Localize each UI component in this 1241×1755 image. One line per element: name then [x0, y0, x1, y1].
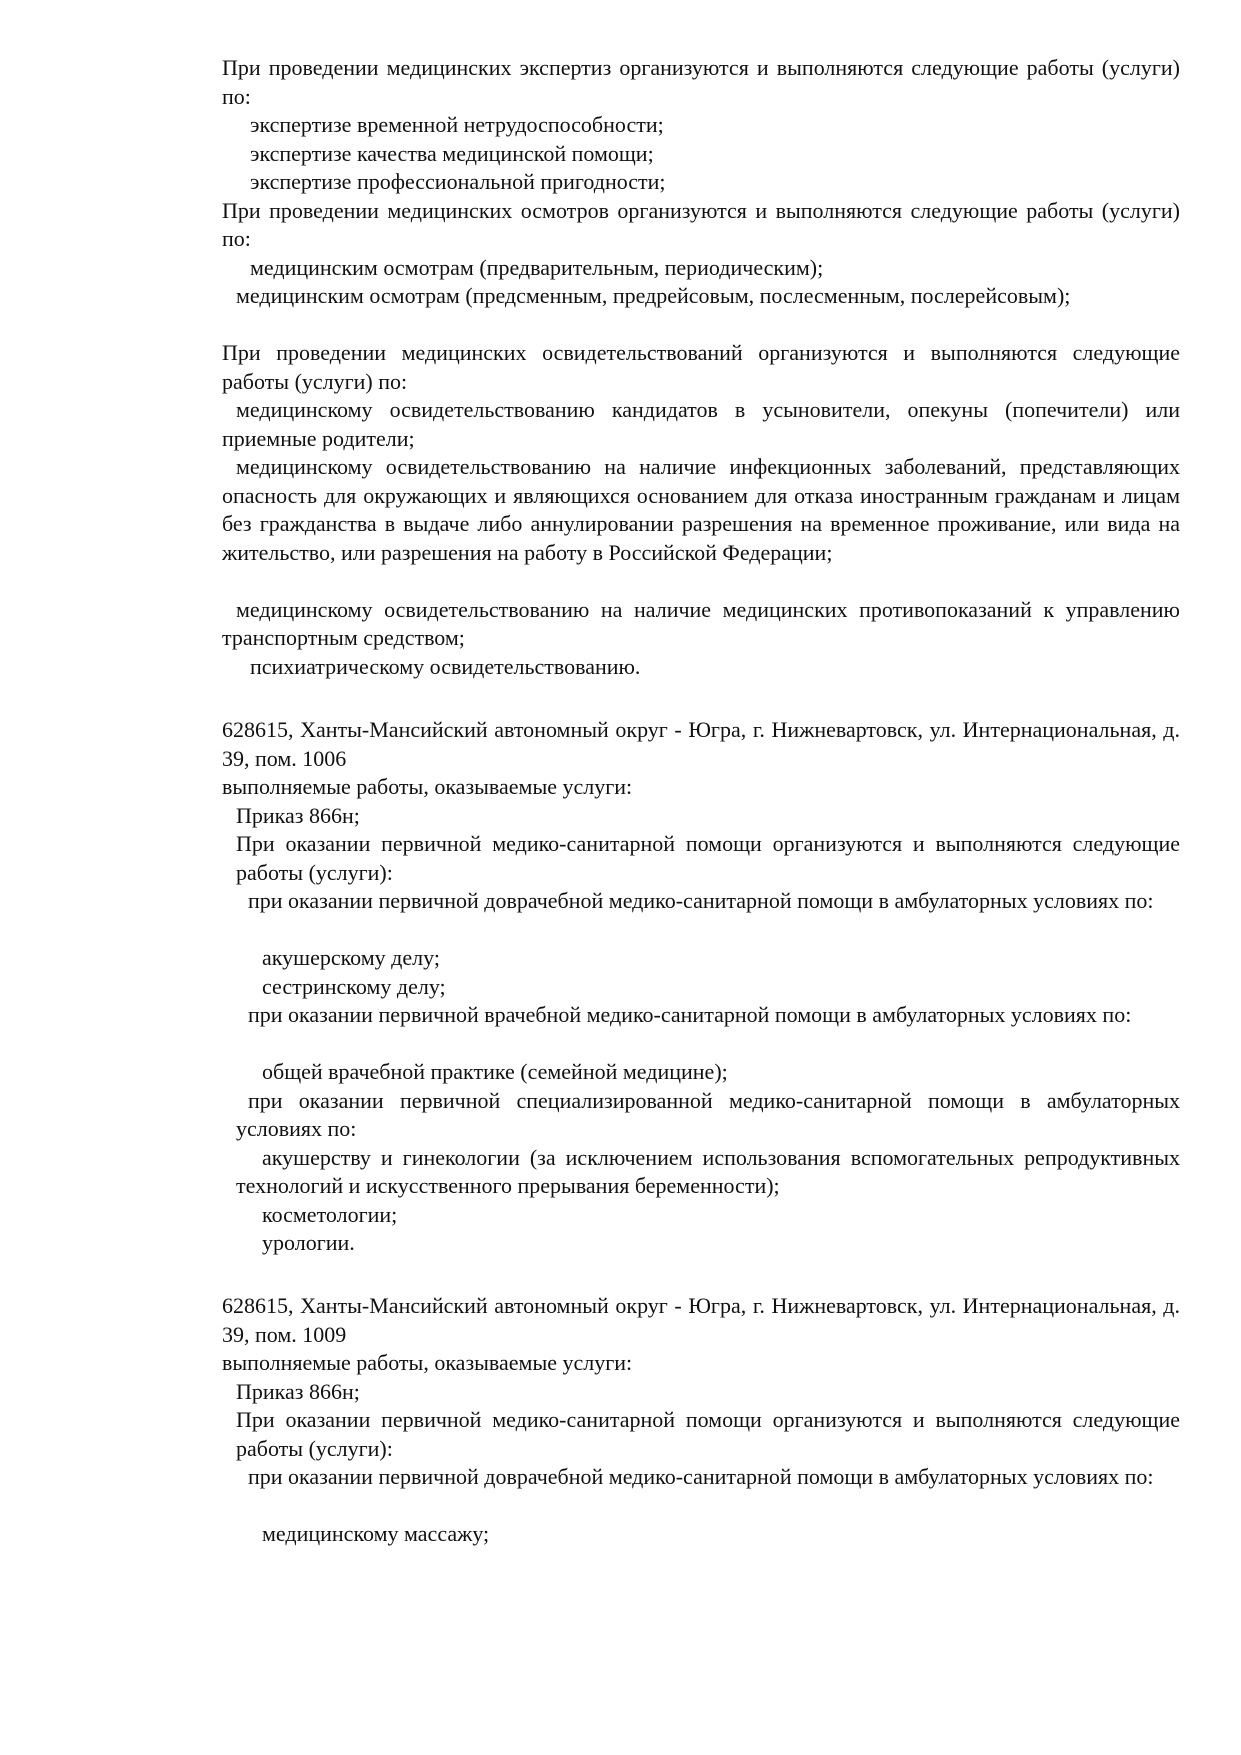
prevrach-item: акушерскому делу;: [262, 945, 440, 970]
exams-item: медицинским осмотрам (предсменным, предрейсовым, послесменным, послерейсовым);: [236, 283, 1071, 308]
prevrach-item: медицинскому массажу;: [262, 1521, 490, 1546]
cert-item: психиатрическому освидетельствованию.: [250, 653, 641, 679]
pmsp-intro: При оказании первичной медико-санитарной помощи организуются и выполняются следующие работы (услуги):: [236, 831, 1180, 885]
spec-item: урологии.: [262, 1230, 355, 1255]
prevrach-intro: при оказании первичной доврачебной медико-санитарной помощи в амбулаторных условиях по:: [248, 888, 1154, 913]
exams-item: медицинским осмотрам (предварительным, периодическим);: [250, 254, 824, 280]
address: 628615, Ханты-Мансийский автономный округ - Югра, г. Нижневартовск, ул. Интернациональная, д. 39, пом. 1006: [222, 717, 1180, 771]
prevrach-item: сестринскому делу;: [262, 973, 446, 999]
order-reference: Приказ 866н;: [236, 1378, 360, 1404]
expertise-intro: При проведении медицинских экспертиз организуются и выполняются следующие работы (услуги) по:: [222, 55, 1180, 109]
spec-item: косметологии;: [262, 1201, 398, 1227]
services-label: выполняемые работы, оказываемые услуги:: [222, 774, 633, 799]
vrach-intro: при оказании первичной врачебной медико-санитарной помощи в амбулаторных условиях по:: [248, 1002, 1132, 1027]
cert-item: медицинскому освидетельствованию кандидатов в усыновители, опекуны (попечители) или приемные родители;: [222, 397, 1180, 451]
vrach-item: общей врачебной практике (семейной медицине);: [262, 1059, 728, 1084]
order-reference: Приказ 866н;: [236, 802, 360, 828]
expertise-item: экспертизе временной нетрудоспособности;: [250, 112, 664, 137]
cert-item: медицинскому освидетельствованию на наличие медицинских противопоказаний к управлению транспортным средством;: [222, 596, 1180, 650]
services-label: выполняемые работы, оказываемые услуги:: [222, 1350, 633, 1375]
expertise-item: экспертизе профессиональной пригодности;: [250, 169, 666, 194]
exams-intro: При проведении медицинских осмотров организуются и выполняются следующие работы (услуги) по:: [222, 197, 1180, 251]
expertise-item: экспертизе качества медицинской помощи;: [250, 140, 654, 166]
prevrach-intro: при оказании первичной доврачебной медико-санитарной помощи в амбулаторных условиях по:: [248, 1464, 1154, 1489]
cert-intro: При проведении медицинских освидетельствований организуются и выполняются следующие работы (услуги) по:: [222, 340, 1180, 394]
pmsp-intro: При оказании первичной медико-санитарной помощи организуются и выполняются следующие работы (услуги):: [236, 1407, 1180, 1461]
spec-intro: при оказании первичной специализированной медико-санитарной помощи в амбулаторных условиях по:: [236, 1087, 1180, 1141]
spec-item: акушерству и гинекологии (за исключением использования вспомогательных репродуктивных технологий и искусственного прерывания беременности);: [236, 1144, 1180, 1198]
cert-item: медицинскому освидетельствованию на наличие инфекционных заболеваний, представляющих опасность для окружающих и являющихся основанием для отказа иностранным гражданам и лицам без гражданства в выдаче либо аннулировании разрешения на временное проживание, или вида на жительство, или разрешения на работу в Российской Федерации;: [222, 454, 1180, 565]
address: 628615, Ханты-Мансийский автономный округ - Югра, г. Нижневартовск, ул. Интернациональная, д. 39, пом. 1009: [222, 1293, 1180, 1347]
